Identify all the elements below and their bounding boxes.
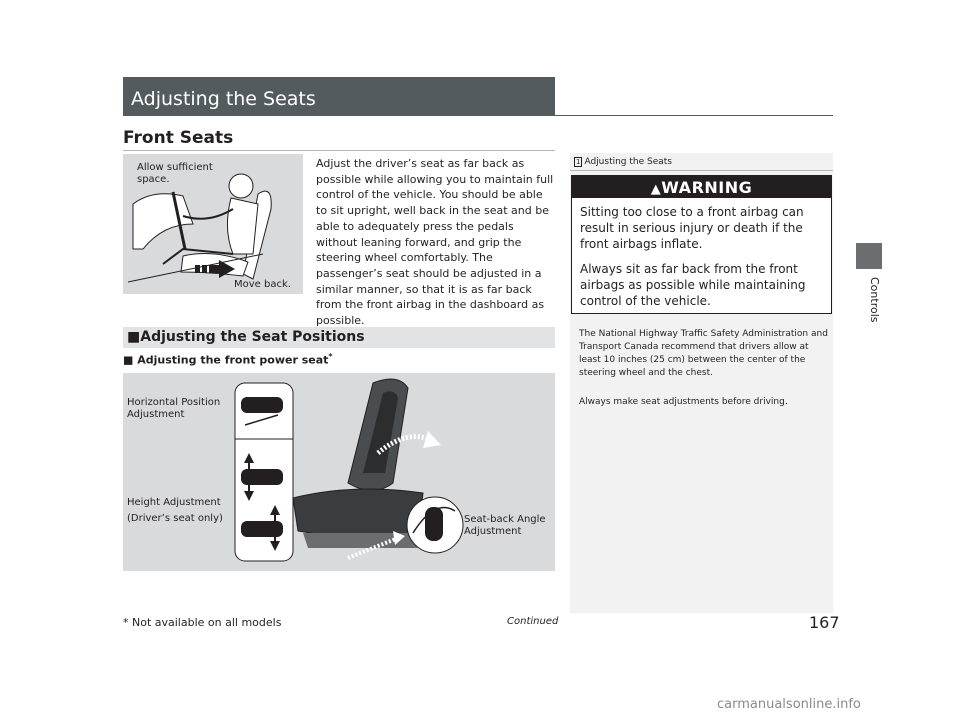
footnote: * Not available on all models: [123, 616, 282, 629]
section-title: Front Seats: [123, 128, 234, 148]
power-seat-heading-text: ■ Adjusting the front power seat: [123, 353, 329, 367]
sidebar-heading-text: Adjusting the Seats: [584, 157, 672, 167]
driver-only-label: (Driver’s seat only): [127, 513, 223, 524]
allow-space-label: Allow sufficient space.: [137, 162, 213, 185]
arrow-right-icon: [195, 260, 237, 278]
nhtsa-note: The National Highway Traffic Safety Administration and Transport Canada recommend that drivers allow at least 10 inches (25 cm) between the center of the steering wheel and the chest.: [579, 329, 828, 378]
continued-label: Continued: [507, 616, 559, 627]
sidebar-divider: [570, 170, 833, 171]
chapter-tab[interactable]: [856, 243, 882, 269]
horizontal-adjustment-label: Horizontal Position Adjustment: [127, 397, 221, 420]
sidebar-heading: [574, 157, 672, 167]
height-adjustment-label: Height Adjustment: [127, 497, 221, 508]
warning-title: [572, 178, 831, 197]
footnote-mark: *: [328, 352, 333, 361]
title-divider: [123, 115, 833, 116]
warning-title-text: WARNING: [661, 178, 753, 197]
seatback-angle-label: Seat-back Angle Adjustment: [464, 514, 546, 537]
page-number: 167: [809, 613, 840, 632]
section-divider: [123, 150, 555, 151]
sidebar-ref-icon: 1: [576, 158, 581, 166]
warning-text-2: Always sit as far back from the front airbags as possible while maintaining control of the vehicle.: [580, 262, 806, 308]
seat-adjustment-paragraph: Adjust the driver’s seat as far back as possible while allowing you to maintain full control of the vehicle. You should be able to sit upright, well back in the seat and be able to adequately press the pedals without leaning forward, and grip the steering wheel comfortably. The passenger’s seat should be adjusted in a similar manner, so that it is as far back from the front airbag in the dashboard as possible.: [316, 157, 554, 328]
watermark: carmanualsonline.info: [717, 697, 861, 712]
move-back-label: Move back.: [234, 279, 291, 290]
before-driving-note: Always make seat adjustments before driving.: [579, 397, 788, 407]
subsection-title: ■Adjusting the Seat Positions: [127, 329, 365, 345]
warning-text-1: Sitting too close to a front airbag can result in serious injury or death if the front airbags inflate.: [580, 205, 804, 251]
page-title: Adjusting the Seats: [131, 88, 316, 110]
power-seat-heading: [123, 352, 333, 367]
chapter-tab-label: Controls: [868, 277, 881, 323]
warning-triangle-icon: ▲: [650, 182, 662, 197]
